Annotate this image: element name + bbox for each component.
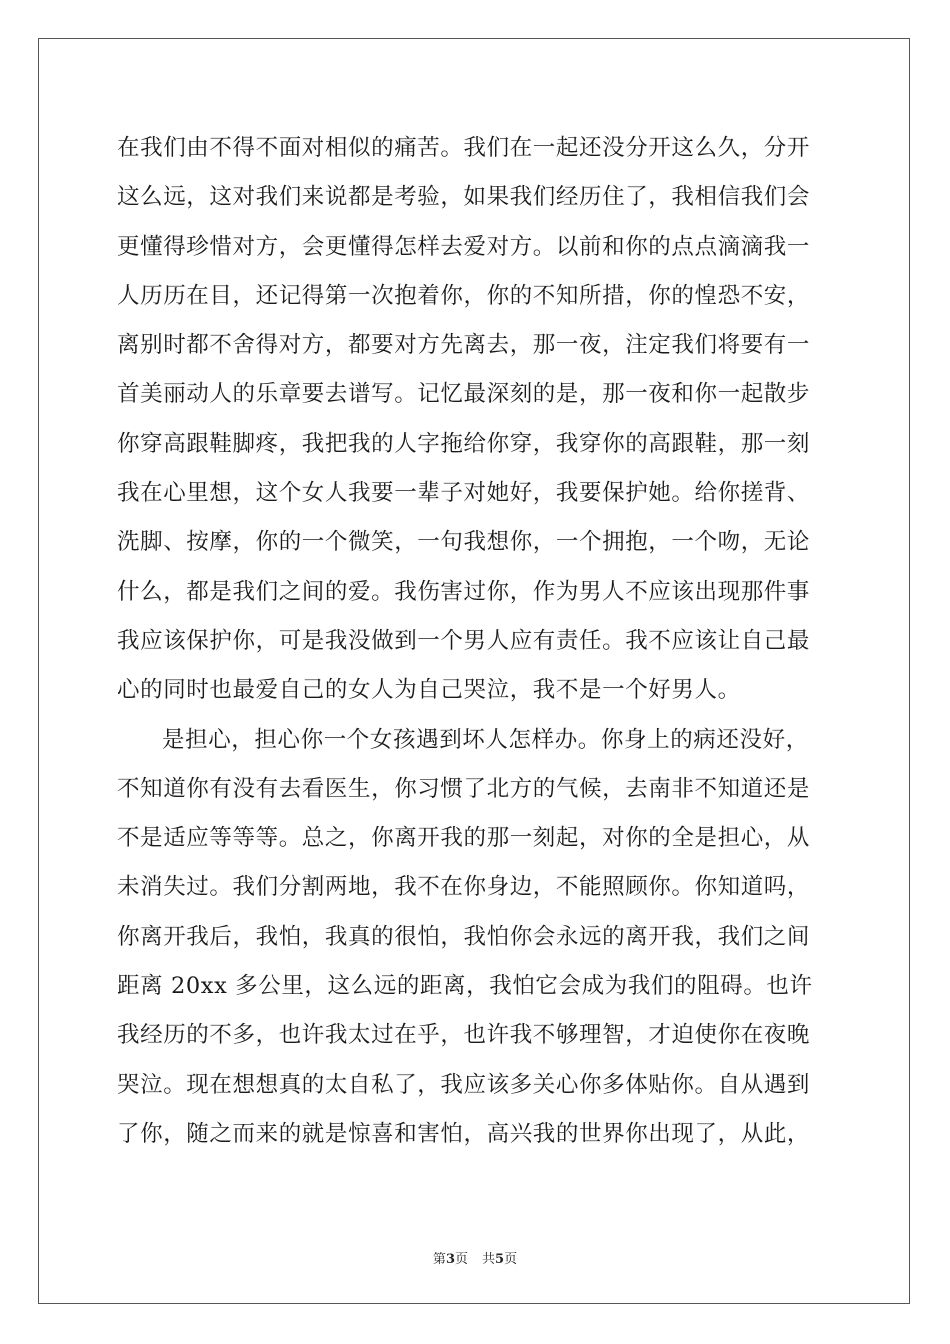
- text-line: 更懂得珍惜对方，会更懂得怎样去爱对方。以前和你的点点滴滴我一: [117, 233, 811, 260]
- text-line: 洗脚、按摩，你的一个微笑，一句我想你，一个拥抱，一个吻，无论: [117, 529, 811, 556]
- text-line: 未消失过。我们分割两地，我不在你身边，不能照顾你。你知道吗，: [117, 874, 811, 901]
- text-line: 离别时都不舍得对方，都要对方先离去，那一夜，注定我们将要有一: [117, 332, 811, 359]
- total-prefix: 共: [482, 1252, 496, 1267]
- text-line: 什么，都是我们之间的爱。我伤害过你，作为男人不应该出现那件事: [117, 578, 811, 605]
- text-line: 不是适应等等等。总之，你离开我的那一刻起，对你的全是担心，从: [117, 825, 811, 852]
- text-line: 这么远，这对我们来说都是考验，如果我们经历住了，我相信我们会: [117, 184, 811, 211]
- text-line: 是担心，担心你一个女孩遇到坏人怎样办。你身上的病还没好，: [162, 726, 809, 753]
- text-line: 你穿高跟鞋脚疼，我把我的人字拖给你穿，我穿你的高跟鞋，那一刻: [117, 430, 811, 457]
- text-line: 人历历在目，还记得第一次抱着你，你的不知所措，你的惶恐不安，: [117, 282, 811, 309]
- page-number: 3: [445, 1252, 455, 1267]
- text-line: 距离 20xx 多公里，这么远的距离，我怕它会成为我们的阻碍。也许: [117, 973, 813, 1000]
- text-line: 首美丽动人的乐章要去谱写。记忆最深刻的是，那一夜和你一起散步: [117, 381, 811, 408]
- text-line: 了你，随之而来的就是惊喜和害怕，高兴我的世界你出现了，从此，: [117, 1120, 811, 1147]
- page-prefix: 第: [432, 1252, 446, 1267]
- page-suffix: 页: [454, 1252, 468, 1267]
- text-line: 我经历的不多，也许我太过在乎，也许我不够理智，才迫使你在夜晚: [117, 1022, 811, 1049]
- document-body: [117, 124, 837, 1159]
- text-line: 心的同时也最爱自己的女人为自己哭泣，我不是一个好男人。: [117, 677, 741, 704]
- text-line: 不知道你有没有去看医生，你习惯了北方的气候，去南非不知道还是: [117, 775, 811, 802]
- text-line: 我应该保护你，可是我没做到一个男人应有责任。我不应该让自己最: [117, 627, 811, 654]
- total-suffix: 页: [504, 1252, 518, 1267]
- total-pages: 5: [495, 1252, 505, 1267]
- text-line: 我在心里想，这个女人我要一辈子对她好，我要保护她。给你搓背、: [117, 480, 811, 507]
- text-line: 哭泣。现在想想真的太自私了，我应该多关心你多体贴你。自从遇到: [117, 1071, 811, 1098]
- text-line: 在我们由不得不面对相似的痛苦。我们在一起还没分开这么久，分开: [117, 135, 811, 161]
- text-line: 你离开我后，我怕，我真的很怕，我怕你会永远的离开我，我们之间: [117, 923, 811, 950]
- page-footer: [0, 1248, 950, 1267]
